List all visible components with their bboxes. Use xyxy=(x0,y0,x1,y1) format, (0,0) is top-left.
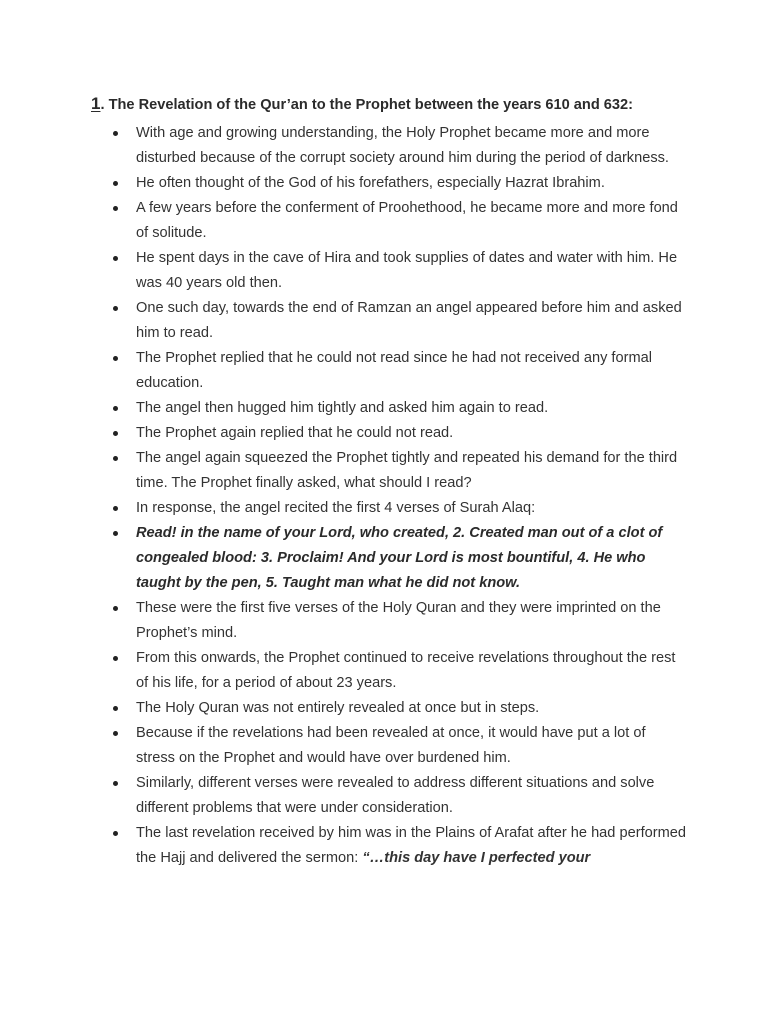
list-item xyxy=(0,821,768,871)
bullet-icon xyxy=(113,456,118,461)
list-item xyxy=(0,446,768,496)
bullet-icon xyxy=(113,606,118,611)
list-item-text: In response, the angel recited the first 4 verses of Surah Alaq: xyxy=(136,500,536,516)
list-item-text: The Prophet again replied that he could not read. xyxy=(136,425,454,441)
list-item xyxy=(0,396,768,421)
list-item-text: A few years before the conferment of Proohethood, he became more and more fond of solitude. xyxy=(136,200,678,241)
bullet-icon xyxy=(113,531,118,536)
list-item-text: The angel then hugged him tightly and asked him again to read. xyxy=(136,400,549,416)
sermon-quote: “…this day have I perfected your xyxy=(362,850,591,866)
bullet-icon xyxy=(113,181,118,186)
bullet-icon xyxy=(113,256,118,261)
list-item xyxy=(0,171,768,196)
bullet-list xyxy=(0,121,768,871)
list-item-text: The Holy Quran was not entirely revealed at once but in steps. xyxy=(136,700,540,716)
bullet-icon xyxy=(113,656,118,661)
list-item xyxy=(0,596,768,646)
quranic-verse-item xyxy=(0,521,768,596)
list-item-text: Similarly, different verses were revealed to address different situations and solve different problems that were under consideration. xyxy=(136,775,655,816)
list-item xyxy=(0,771,768,821)
list-item-text: The last revelation received by him was in the Plains of Arafat after he had performed the Hajj and delivered the sermon: xyxy=(136,825,686,866)
bullet-icon xyxy=(113,831,118,836)
list-item xyxy=(0,421,768,446)
section-number: 1 xyxy=(91,94,101,113)
list-item xyxy=(0,296,768,346)
section-title: . The Revelation of the Qur’an to the Prophet between the years 610 and 632: xyxy=(100,97,633,113)
list-item-text: He spent days in the cave of Hira and took supplies of dates and water with him. He was 40 years old then. xyxy=(136,250,678,291)
bullet-icon xyxy=(113,306,118,311)
list-item-text: From this onwards, the Prophet continued to receive revelations throughout the rest of his life, for a period of about 23 years. xyxy=(136,650,676,691)
list-item-text: The Prophet replied that he could not read since he had not received any formal education. xyxy=(136,350,652,391)
list-item-text: The angel again squeezed the Prophet tightly and repeated his demand for the third time. The Prophet finally asked, what should I read? xyxy=(136,450,678,491)
list-item-text: These were the first five verses of the Holy Quran and they were imprinted on the Prophet’s mind. xyxy=(136,600,661,641)
list-item-text: Read! in the name of your Lord, who created, 2. Created man out of a clot of congealed blood: 3. Proclaim! And your Lord is most bountiful, 4. He who taught by the pen, 5. Taught man what he did not know. xyxy=(136,525,663,591)
bullet-icon xyxy=(113,406,118,411)
bullet-icon xyxy=(113,206,118,211)
list-item-text: With age and growing understanding, the Holy Prophet became more and more disturbed because of the corrupt society around him during the period of darkness. xyxy=(136,125,669,166)
bullet-icon xyxy=(113,731,118,736)
list-item xyxy=(0,196,768,246)
list-item xyxy=(0,496,768,521)
list-item xyxy=(0,121,768,171)
list-item xyxy=(0,696,768,721)
list-item xyxy=(0,646,768,696)
bullet-icon xyxy=(113,356,118,361)
list-item xyxy=(0,346,768,396)
section-heading xyxy=(91,93,731,116)
bullet-icon xyxy=(113,431,118,436)
list-item xyxy=(0,721,768,771)
list-item-text: He often thought of the God of his forefathers, especially Hazrat Ibrahim. xyxy=(136,175,605,191)
list-item xyxy=(0,246,768,296)
list-item-text: Because if the revelations had been revealed at once, it would have put a lot of stress on the Prophet and would have over burdened him. xyxy=(136,725,646,766)
bullet-icon xyxy=(113,131,118,136)
bullet-icon xyxy=(113,781,118,786)
bullet-icon xyxy=(113,706,118,711)
bullet-icon xyxy=(113,506,118,511)
list-item-text: One such day, towards the end of Ramzan an angel appeared before him and asked him to read. xyxy=(136,300,682,341)
